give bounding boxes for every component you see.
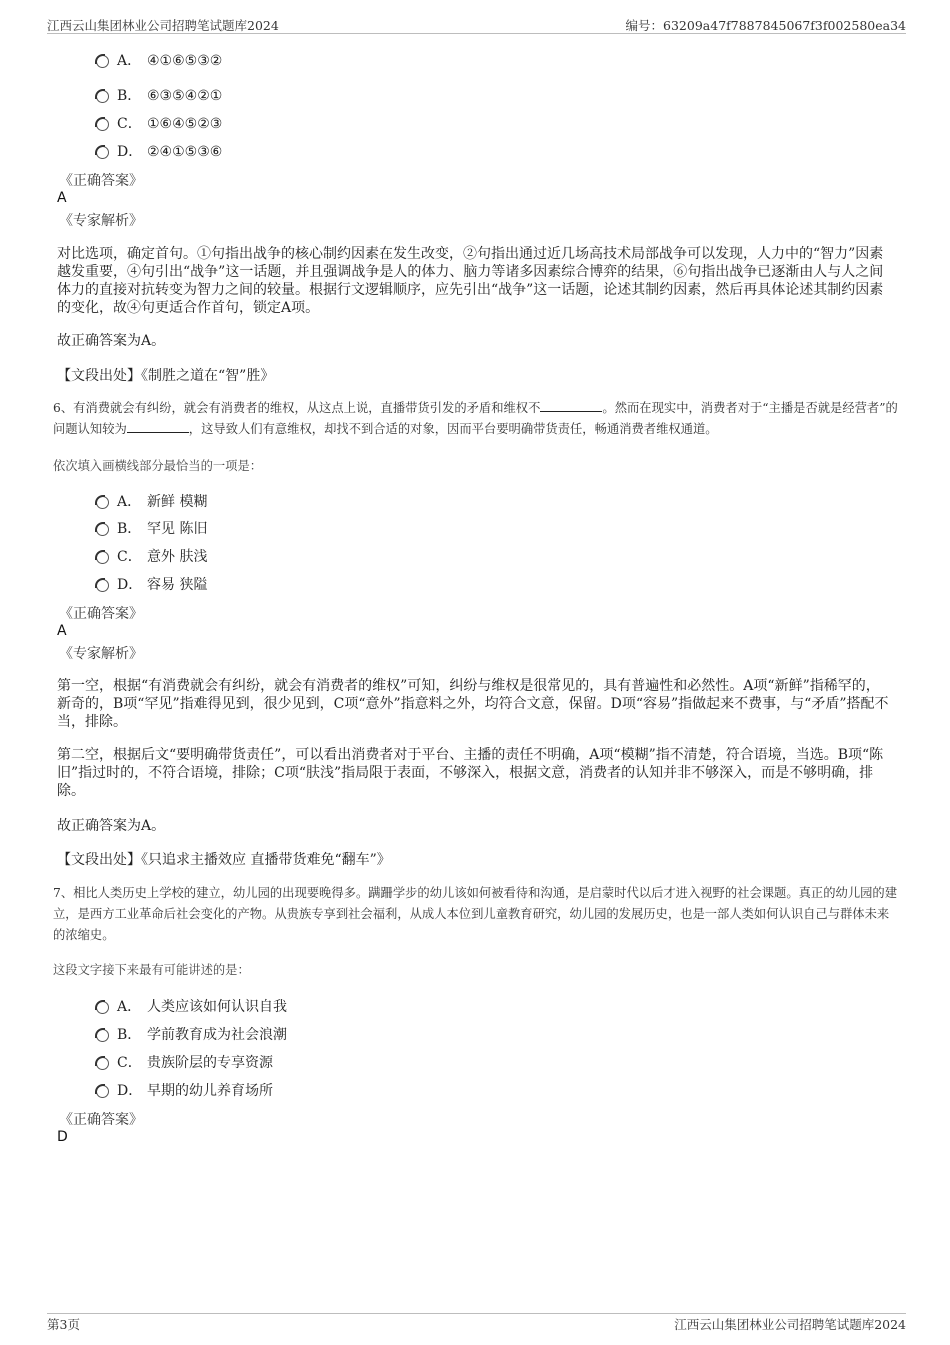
radio-icon[interactable] <box>96 496 109 509</box>
document-id: 编号：63209a47f7887845067f3f002580ea34 <box>625 18 906 33</box>
radio-icon[interactable] <box>96 55 109 68</box>
q5-analysis-paragraph: 对比选项，确定首句。①句指出战争的核心制约因素在发生改变，②句指出通过近几场高技术局部战争可以发现，人力中的“智力”因素越发重要，④句引出“战争”这一话题，并且强调战争是人的体力、脑力等诸多因素综合博弈的结果，⑥句指出战争已逐渐由人与人之间体力的直接对抗转变为智力之间的较量。根据行文逻辑顺序，应先引出“战争”这一话题，论述其制约因素，然后再具体论述其制约因素的变化，故④句更适合作首句，锁定A项。 <box>57 246 884 316</box>
q5-option-d[interactable]: D． ②④①⑤③⑥ <box>96 141 222 161</box>
radio-icon[interactable] <box>96 1085 109 1098</box>
footer-title: 江西云山集团林业公司招聘笔试题库2024 <box>674 1317 906 1332</box>
page-number: 第3页 <box>47 1317 80 1332</box>
radio-icon[interactable] <box>96 551 109 564</box>
radio-icon[interactable] <box>96 146 109 159</box>
radio-icon[interactable] <box>96 1057 109 1070</box>
page-footer <box>47 1313 906 1332</box>
radio-icon[interactable] <box>96 90 109 103</box>
q7-option-d[interactable]: D． 早期的幼儿养育场所 <box>96 1080 273 1100</box>
radio-icon[interactable] <box>96 523 109 536</box>
radio-icon[interactable] <box>96 579 109 592</box>
q7-option-c[interactable]: C． 贵族阶层的专享资源 <box>96 1052 273 1072</box>
q5-answer: A <box>57 190 67 206</box>
radio-icon[interactable] <box>96 1001 109 1014</box>
radio-icon[interactable] <box>96 1029 109 1042</box>
q5-option-b[interactable]: B． ⑥③⑤④②① <box>96 85 222 105</box>
q7-option-b[interactable]: B． 学前教育成为社会浪潮 <box>96 1024 287 1044</box>
q6-analysis-paragraph-1: 第一空，根据“有消费就会有纠纷，就会有消费者的维权”可知，纠纷与维权是很常见的，具有普遍性和必然性。A项“新鲜”指稀罕的，新奇的，B项“罕见”指难得见到，很少见到，C项“意外”指意料之外，均符合文意，保留。D项“容易”指做起来不费事，与“矛盾”搭配不当，排除。 <box>57 678 889 730</box>
q7-answer: D <box>57 1129 68 1145</box>
radio-icon[interactable] <box>96 118 109 131</box>
q5-option-a[interactable]: A． ④①⑥⑤③② <box>96 50 222 70</box>
fill-blank-1[interactable] <box>540 400 602 412</box>
q6-conclusion: 故正确答案为A。 <box>57 818 166 834</box>
q6-analysis-paragraph-2: 第二空，根据后文“要明确带货责任”，可以看出消费者对于平台、主播的责任不明确，A项“模糊”指不清楚，符合语境，当选。B项“陈旧”指过时的，不符合语境，排除；C项“肤浅”指局限于表面，不够深入，根据文意，消费者的认知并非不够深入，而是不够明确，排除。 <box>57 747 884 799</box>
fill-blank-2[interactable] <box>127 421 189 433</box>
q6-option-c[interactable]: C． 意外 肤浅 <box>96 546 207 566</box>
q5-source: 【文段出处】《制胜之道在“智”胜》 <box>57 368 275 384</box>
q6-option-b[interactable]: B． 罕见 陈旧 <box>96 518 207 538</box>
q7-prompt: 这段文字接下来最有可能讲述的是： <box>53 963 250 977</box>
q6-analysis-label: 《专家解析》 <box>59 646 143 662</box>
q6-answer-label: 《正确答案》 <box>59 606 143 622</box>
q6-option-a[interactable]: A． 新鲜 模糊 <box>96 491 207 511</box>
q5-analysis-label: 《专家解析》 <box>59 213 143 229</box>
q6-source: 【文段出处】《只追求主播效应 直播带货难免“翻车”》 <box>57 852 391 868</box>
page-header <box>47 16 906 34</box>
q7-answer-label: 《正确答案》 <box>59 1112 143 1128</box>
q6-question-text: 6、有消费就会有纠纷，就会有消费者的维权，从这点上说，直播带货引发的矛盾和维权不 。然而在现实中，消费者对于“主播是否就是经营者”的问题认知较为 ，这导致人们有意维权，却找不到合适的对象，因而平台要明确带货责任，畅通消费者维权通道。 <box>53 401 898 436</box>
q7-question-text: 7、相比人类历史上学校的建立，幼儿园的出现要晚得多。蹒跚学步的幼儿该如何被看待和沟通，是启蒙时代以后才进入视野的社会课题。真正的幼儿园的建立，是西方工业革命后社会变化的产物。从贵族专享到社会福利，从成人本位到儿童教育研究，幼儿园的发展历史，也是一部人类如何认识自己与群体未来的浓缩史。 <box>53 886 898 942</box>
q7-option-a[interactable]: A． 人类应该如何认识自我 <box>96 996 287 1016</box>
q6-prompt: 依次填入画横线部分最恰当的一项是： <box>53 459 263 473</box>
q5-conclusion: 故正确答案为A。 <box>57 333 166 349</box>
header-title: 江西云山集团林业公司招聘笔试题库2024 <box>47 18 279 33</box>
q5-answer-label: 《正确答案》 <box>59 173 143 189</box>
q5-option-c[interactable]: C． ①⑥④⑤②③ <box>96 113 222 133</box>
q6-answer: A <box>57 623 67 639</box>
q6-option-d[interactable]: D． 容易 狭隘 <box>96 574 207 594</box>
